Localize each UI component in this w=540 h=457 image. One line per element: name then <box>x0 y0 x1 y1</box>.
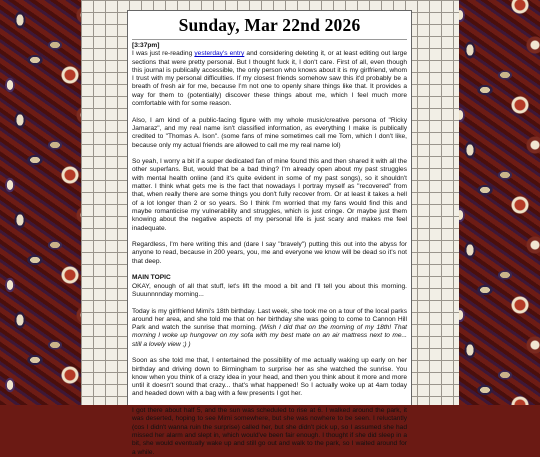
main-topic-heading: MAIN TOPIC <box>132 274 171 282</box>
entry-body <box>132 40 407 457</box>
paragraph-6: Today is my girlfriend Mimi's 18th birthday. Last week, she took me on a tour of the local parks around her area, and she told me that on her birthday she was going to come to Cannon Hill Park and watch the sunrise that morning. (Wish I did that on the morning of my 18th! That morning I woke up hungover on my sofa with my best mate on an air mattress next to me... still a lovely view ;) ) <box>132 307 407 348</box>
paragraph-2: Also, I am kind of a public-facing figure with my whole music/creative persona of "Ricky Jamaraz", and my real name isn't classified information, as everything I make is publically credited to "Thomas A. Ison". (some fans of mine sometimes call me Tom, which I don't like, because only my actual friends are allowed to call me my real name lol) <box>132 116 407 149</box>
paragraph-4: Regardless, I'm here writing this and (dare I say "bravely") putting this out into the abyss for anyone to read, because in 200 years, you, me and everyone we know will be dead so it's not that deep. <box>132 241 407 265</box>
main-topic-section: MAIN TOPIC OKAY, enough of all that stuff, let's lift the mood a bit and I'll tell you about this morning. Suuunnnnday morning... <box>132 274 407 298</box>
paragraph-7: Soon as she told me that, I entertained the possibility of me actually waking up early on her birthday and driving down to Birmingham to surprise her as she watched the sunrise. You know when you think of a crazy idea in your head, and then you think about it more and more until it doesn't sound that crazy... that's what happened! So I actually woke up at 4am today and headed down with a bag with a few presents I got her. <box>132 357 407 398</box>
entry-title: Sunday, Mar 22nd 2026 <box>132 11 407 40</box>
yesterdays-entry-link[interactable]: yesterday's entry <box>194 50 245 58</box>
paragraph-3: So yeah, I worry a bit if a super dedicated fan of mine found this and then shared it with all the other superfans. But, would that be a bad thing? I'm already open about my past struggles with mental health online (and it's quite evident in some of my past songs), so it shouldn't matter. I think what gets me is the fact that nowadays I portray myself as "recovered" from that, when really there are some things you don't fully recover from. Or at least it takes a hell of a lot longer than 2 or so years. So I think I'm worried that my fans would find this and maybe romanticise my vulnerability and struggles, which is just cringe. Or maybe just them knowing about the negative aspects of my personal life is just scary and makes me feel inadequate. <box>132 158 407 232</box>
paragraph-8: I got there about half 5, and the sun was scheduled to rise at 6. I walked around the park, it was deserted, hoping to see Mimi somewhere, but she was nowhere to be seen. I reluctantly (cos I didn't wanna ruin the surprise) called her, but she didn't pick up, so I assumed she had missed her alarm and slept in, which would've been fair enough. I thought if she did sleep in a bit, she would eventually wake up and still go out and walk to the park, so I waited around for a while. <box>132 407 407 456</box>
entry-time: [3:37pm] <box>132 42 160 49</box>
journal-entry <box>127 10 412 456</box>
paragraph-1: I was just re-reading yesterday's entry and considering deleting it, or at least editing out large sections that were pretty personal. But I thought fuck it, I don't care. First of all, even though this journal is publically accessible, the only person who knows about it is my girlfriend, whom I trust with my personal difficulties. If my closest friends somehow saw this it'd probably be a breath of fresh air for me, because I'm not one to openly share things like that. It provides a way for them to (potentially) discover these things about me, which I feel much more comfortable with for some reason. <box>132 50 408 108</box>
